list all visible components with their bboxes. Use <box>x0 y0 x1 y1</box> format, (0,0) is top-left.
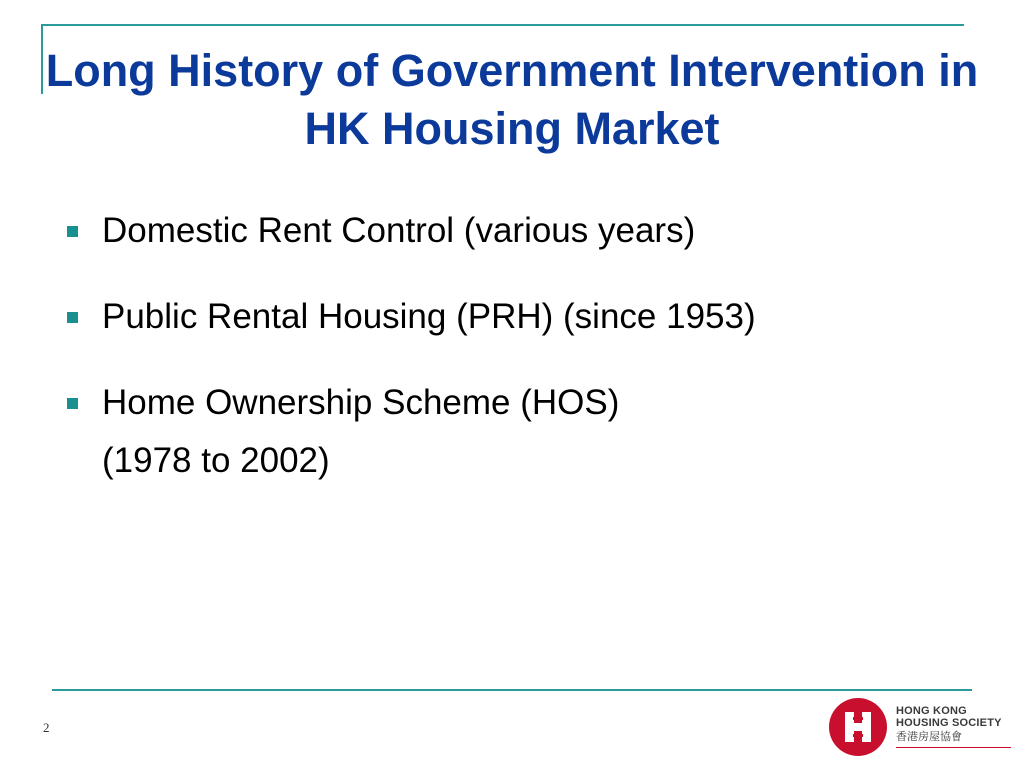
square-bullet-icon <box>67 226 78 237</box>
bullet-continuation-text: (1978 to 2002) <box>102 441 330 480</box>
logo-line-housing-society: HOUSING SOCIETY <box>896 717 1002 729</box>
slide-title: Long History of Government Intervention in HK Housing Market <box>45 45 979 154</box>
hk-housing-society-logo-icon <box>828 697 888 757</box>
bullet-list <box>64 202 964 518</box>
bullet-text: Public Rental Housing (PRH) (since 1953) <box>102 297 756 336</box>
logo-line-hong-kong: HONG KONG <box>896 705 967 717</box>
bullet-item-rent-control <box>64 202 964 260</box>
logo-text <box>896 705 1018 744</box>
bullet-text: Domestic Rent Control (various years) <box>102 211 696 250</box>
logo-line-chinese: 香港房屋協會 <box>896 730 962 743</box>
bullet-item-public-rental-housing <box>64 288 964 346</box>
page-number: 2 <box>43 720 50 735</box>
footer-rule <box>52 689 972 691</box>
square-bullet-icon <box>67 398 78 409</box>
bullet-item-home-ownership-scheme <box>64 374 964 490</box>
hk-housing-society-logo <box>828 697 1018 757</box>
logo-underline <box>896 747 1011 748</box>
square-bullet-icon <box>67 312 78 323</box>
frame-top-rule <box>41 24 964 26</box>
bullet-text: Home Ownership Scheme (HOS) <box>102 383 620 422</box>
